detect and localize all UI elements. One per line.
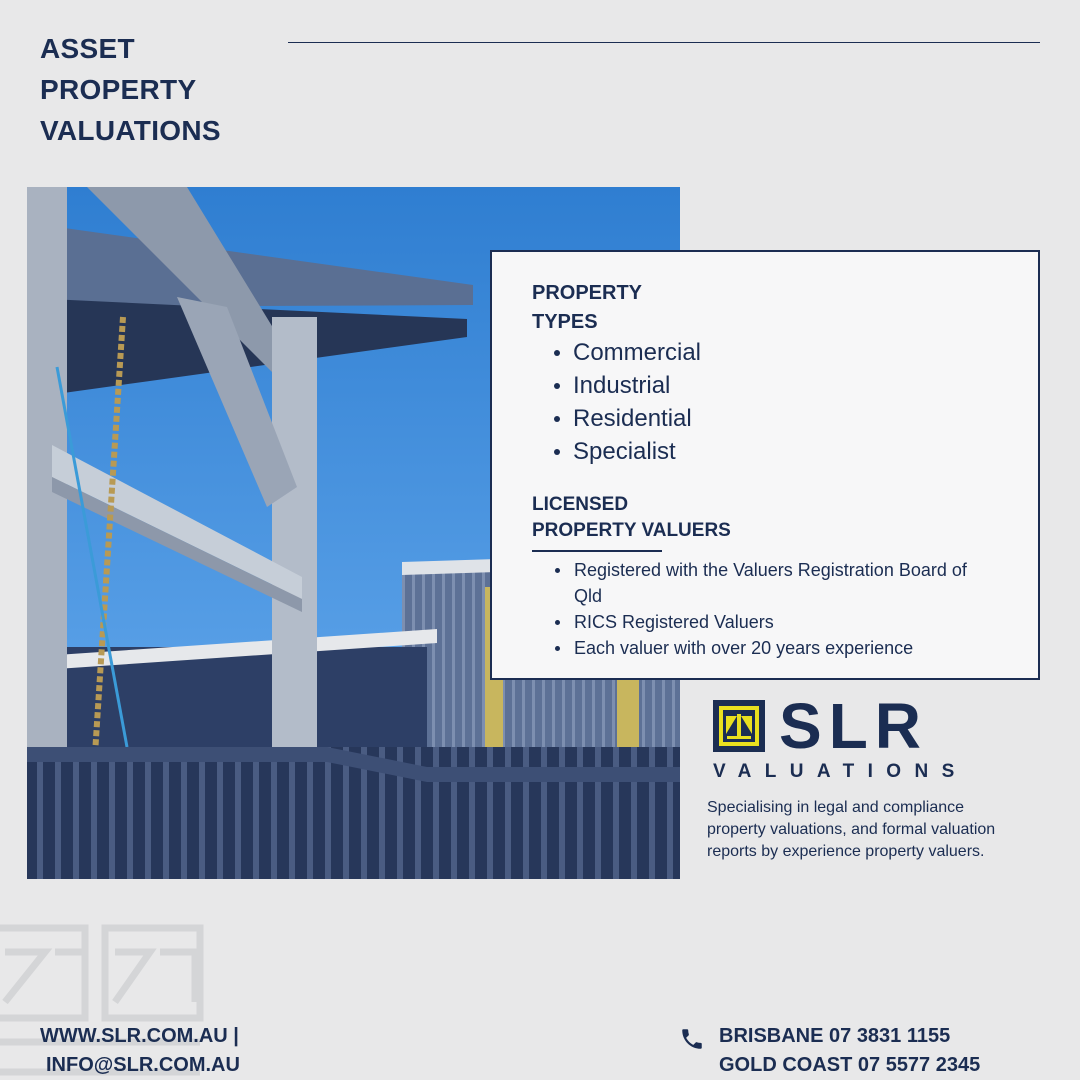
- logo-subtitle: VALUATIONS: [713, 761, 968, 782]
- list-item: Commercial: [573, 336, 701, 369]
- title-line-2: PROPERTY: [40, 74, 197, 105]
- website-link[interactable]: WWW.SLR.COM.AU |: [40, 1025, 239, 1047]
- property-types-heading-line-2: TYPES: [532, 311, 598, 333]
- gold-coast-phone[interactable]: GOLD COAST 07 5577 2345: [719, 1054, 981, 1076]
- scales-logo-icon: [713, 700, 765, 752]
- title-line-1: ASSET: [40, 33, 135, 64]
- property-types-heading-line-1: PROPERTY: [532, 282, 643, 304]
- list-item: Each valuer with over 20 years experience: [574, 635, 994, 661]
- licensed-list: [574, 557, 994, 661]
- website-contact: [40, 1022, 240, 1080]
- list-item: Industrial: [573, 369, 701, 402]
- title-line-3: VALUATIONS: [40, 115, 221, 146]
- page-title: [40, 28, 221, 151]
- phone-icon: [679, 1026, 705, 1052]
- phone-numbers: [719, 1022, 980, 1080]
- licensed-divider: [532, 550, 662, 552]
- logo-wordmark: SLR: [779, 690, 928, 762]
- property-types-heading: [532, 279, 642, 337]
- email-link[interactable]: INFO@SLR.COM.AU: [46, 1054, 240, 1076]
- list-item: RICS Registered Valuers: [574, 609, 994, 635]
- licensed-heading: [532, 492, 731, 544]
- list-item: Specialist: [573, 435, 701, 468]
- list-item: Residential: [573, 402, 701, 435]
- licensed-heading-line-1: LICENSED: [532, 494, 629, 515]
- brisbane-phone[interactable]: BRISBANE 07 3831 1155: [719, 1025, 951, 1047]
- list-item: Registered with the Valuers Registration Board of Qld: [574, 557, 994, 609]
- property-types-list: [573, 336, 701, 468]
- company-description: Specialising in legal and compliance property valuations, and formal valuation reports by experience property valuers.: [707, 799, 996, 860]
- slr-logo: [713, 690, 983, 782]
- title-divider: [288, 42, 1040, 43]
- info-card: [490, 250, 1040, 680]
- licensed-heading-line-2: PROPERTY VALUERS: [532, 520, 731, 541]
